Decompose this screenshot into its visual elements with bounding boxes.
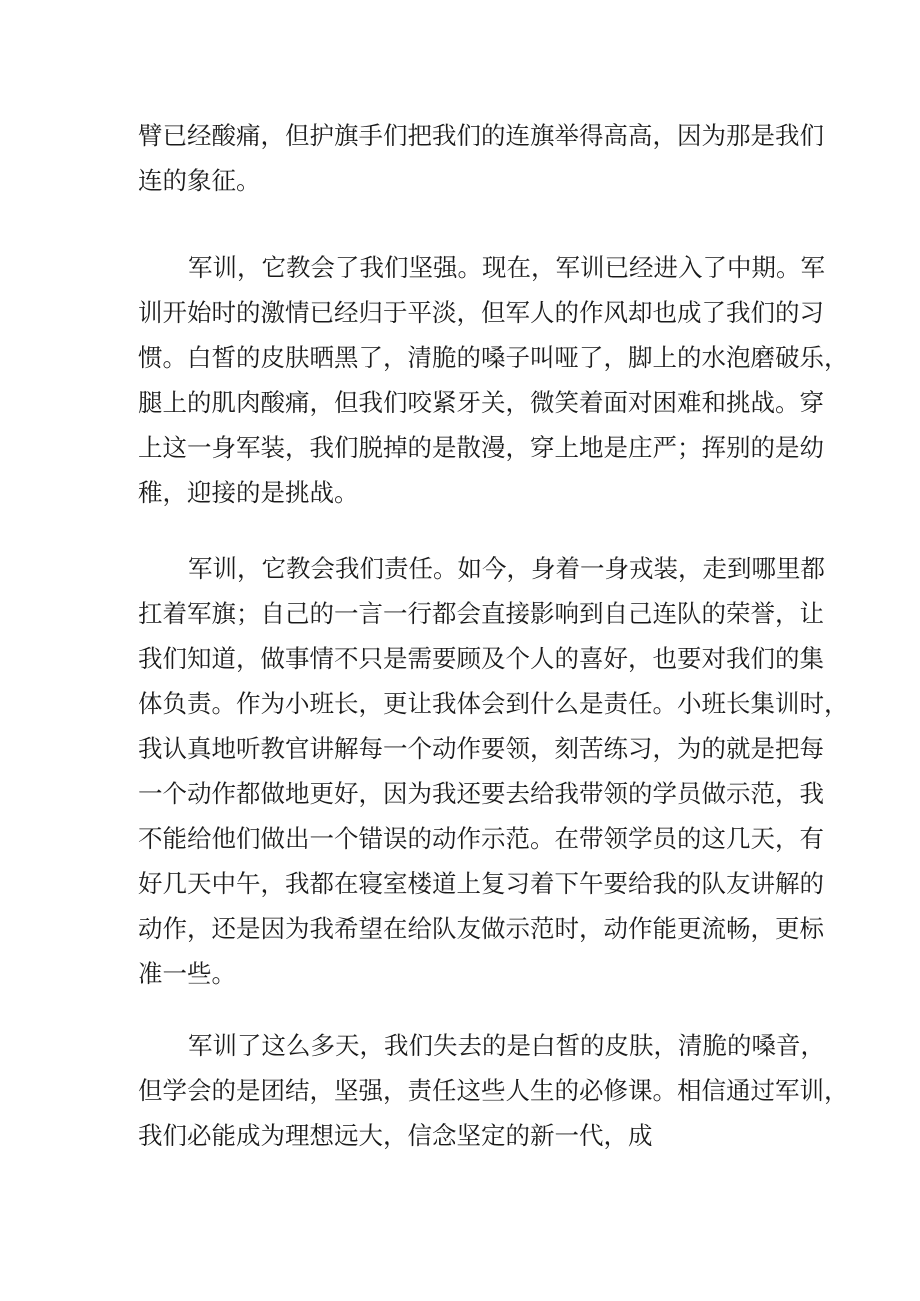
paragraph-line: 我们必能成为理想远大，信念坚定的新一代，成: [138, 1121, 653, 1150]
paragraph-line: 军训了这么多天，我们失去的是白皙的皮肤，清脆的嗓音，: [188, 1031, 825, 1060]
paragraph-3: [138, 546, 849, 996]
paragraph-line: 军训，它教会了我们坚强。现在，军训已经进入了中期。军: [188, 253, 825, 282]
paragraph-line: 动作，还是因为我希望在给队友做示范时，动作能更流畅，更标: [138, 914, 824, 943]
paragraph-line: 体负责。作为小班长，更让我体会到什么是责任。小班长集训时，: [138, 689, 849, 718]
paragraph-4: [138, 1023, 849, 1158]
paragraph-line: 一个动作都做地更好，因为我还要去给我带领的学员做示范，我: [138, 779, 824, 808]
paragraph-line: 军训，它教会我们责任。如今，身着一身戎装，走到哪里都: [188, 554, 825, 583]
paragraph-1: [138, 113, 824, 203]
paragraph-line: 扛着军旗；自己的一言一行都会直接影响到自己连队的荣誉，让: [138, 599, 824, 628]
paragraph-line: 不能给他们做出一个错误的动作示范。在带领学员的这几天，有: [138, 824, 824, 853]
paragraph-line: 训开始时的激情已经归于平淡，但军人的作风却也成了我们的习: [138, 298, 824, 327]
paragraph-line: 连的象征。: [138, 166, 261, 195]
paragraph-line: 准一些。: [138, 959, 236, 988]
paragraph-line: 好几天中午，我都在寝室楼道上复习着下午要给我的队友讲解的: [138, 869, 824, 898]
paragraph-line: 我认真地听教官讲解每一个动作要领，刻苦练习，为的就是把每: [138, 734, 824, 763]
paragraph-line: 稚，迎接的是挑战。: [138, 478, 359, 507]
paragraph-line: 上这一身军装，我们脱掉的是散漫，穿上地是庄严；挥别的是幼: [138, 433, 824, 462]
paragraph-line: 腿上的肌肉酸痛，但我们咬紧牙关，微笑着面对困难和挑战。穿: [138, 388, 824, 417]
paragraph-2: [138, 245, 849, 515]
paragraph-line: 惯。白皙的皮肤晒黑了，清脆的嗓子叫哑了，脚上的水泡磨破乐，: [138, 343, 849, 372]
paragraph-line: 臂已经酸痛，但护旗手们把我们的连旗举得高高，因为那是我们: [138, 121, 824, 150]
paragraph-line: 但学会的是团结，坚强，责任这些人生的必修课。相信通过军训，: [138, 1076, 849, 1105]
paragraph-line: 我们知道，做事情不只是需要顾及个人的喜好，也要对我们的集: [138, 644, 824, 673]
